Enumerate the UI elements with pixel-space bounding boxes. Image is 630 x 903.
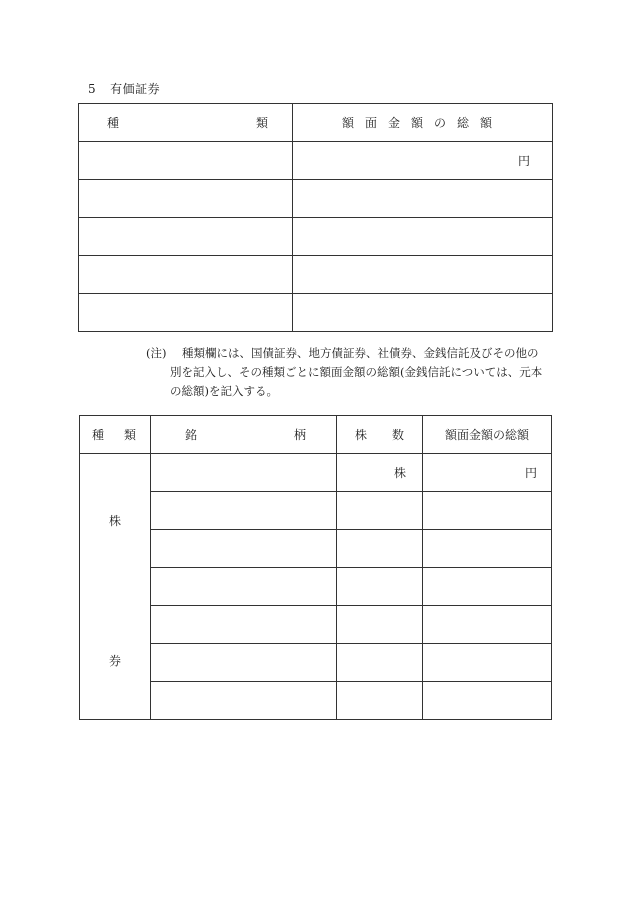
face-value-cell[interactable]: [423, 682, 552, 720]
header-issue-name: [151, 416, 337, 454]
note-line-3: の総額)を記入する。: [170, 384, 278, 398]
share-count-cell[interactable]: [337, 606, 423, 644]
kind-cell[interactable]: [79, 218, 293, 256]
note: [146, 344, 556, 401]
issue-name-cell[interactable]: [151, 644, 337, 682]
table-row: [79, 294, 553, 332]
share-count-cell[interactable]: [337, 682, 423, 720]
kind-cell[interactable]: [79, 142, 293, 180]
section-title: 有価証券: [110, 82, 161, 96]
header-total-face-value: 額面金額の総額: [423, 416, 552, 454]
table-row: [80, 454, 552, 492]
header-kind-char-1: 種: [107, 116, 120, 130]
securities-table: [78, 103, 553, 332]
table-header-row: [80, 416, 552, 454]
face-value-cell[interactable]: [423, 530, 552, 568]
kind-cell[interactable]: [79, 180, 293, 218]
section-heading: [88, 80, 160, 97]
issue-name-cell[interactable]: [151, 568, 337, 606]
header-kind-char-2: 類: [123, 428, 136, 442]
header-kind: [79, 104, 293, 142]
face-value-cell[interactable]: 円: [423, 454, 552, 492]
table-row: [79, 142, 553, 180]
table-row: [79, 180, 553, 218]
section-number: 5: [88, 82, 97, 96]
share-count-cell[interactable]: [337, 530, 423, 568]
kind-cell-stock-certificates: [80, 454, 151, 720]
table-row: [79, 218, 553, 256]
share-count-cell[interactable]: [337, 644, 423, 682]
header-share-count: [337, 416, 423, 454]
face-value-cell[interactable]: [423, 606, 552, 644]
share-count-cell[interactable]: 株: [337, 454, 423, 492]
issue-name-cell[interactable]: [151, 682, 337, 720]
issue-name-cell[interactable]: [151, 606, 337, 644]
amount-cell[interactable]: [293, 294, 553, 332]
header-name-char-1: 銘: [185, 428, 198, 442]
note-line-1: 種類欄には、国債証券、地方債証券、社債券、金銭信託及びその他の: [182, 346, 539, 360]
header-kind: [80, 416, 151, 454]
kind-cell[interactable]: [79, 256, 293, 294]
face-value-cell[interactable]: [423, 568, 552, 606]
header-total-face-value: 額面金額の総額: [293, 104, 553, 142]
note-line-2: 別を記入し、その種類ごとに額面金額の総額(金銭信託については、元本: [170, 365, 543, 379]
amount-cell[interactable]: [293, 256, 553, 294]
amount-cell[interactable]: [293, 180, 553, 218]
face-value-cell[interactable]: [423, 492, 552, 530]
note-mark: (注): [146, 346, 167, 360]
issue-name-cell[interactable]: [151, 454, 337, 492]
table-header-row: [79, 104, 553, 142]
header-kind-char-1: 種: [92, 428, 105, 442]
stock-table: [79, 415, 552, 720]
amount-cell[interactable]: [293, 218, 553, 256]
header-shares-char-1: 株: [355, 428, 368, 442]
kind-label-top: 株: [108, 514, 121, 528]
header-shares-char-2: 数: [391, 428, 404, 442]
header-kind-char-2: 類: [255, 116, 268, 130]
issue-name-cell[interactable]: [151, 530, 337, 568]
table-row: [79, 256, 553, 294]
kind-label-bottom: 券: [108, 654, 121, 668]
share-count-cell[interactable]: [337, 492, 423, 530]
header-name-char-2: 柄: [293, 428, 306, 442]
issue-name-cell[interactable]: [151, 492, 337, 530]
kind-cell[interactable]: [79, 294, 293, 332]
share-count-cell[interactable]: [337, 568, 423, 606]
amount-cell[interactable]: 円: [293, 142, 553, 180]
face-value-cell[interactable]: [423, 644, 552, 682]
